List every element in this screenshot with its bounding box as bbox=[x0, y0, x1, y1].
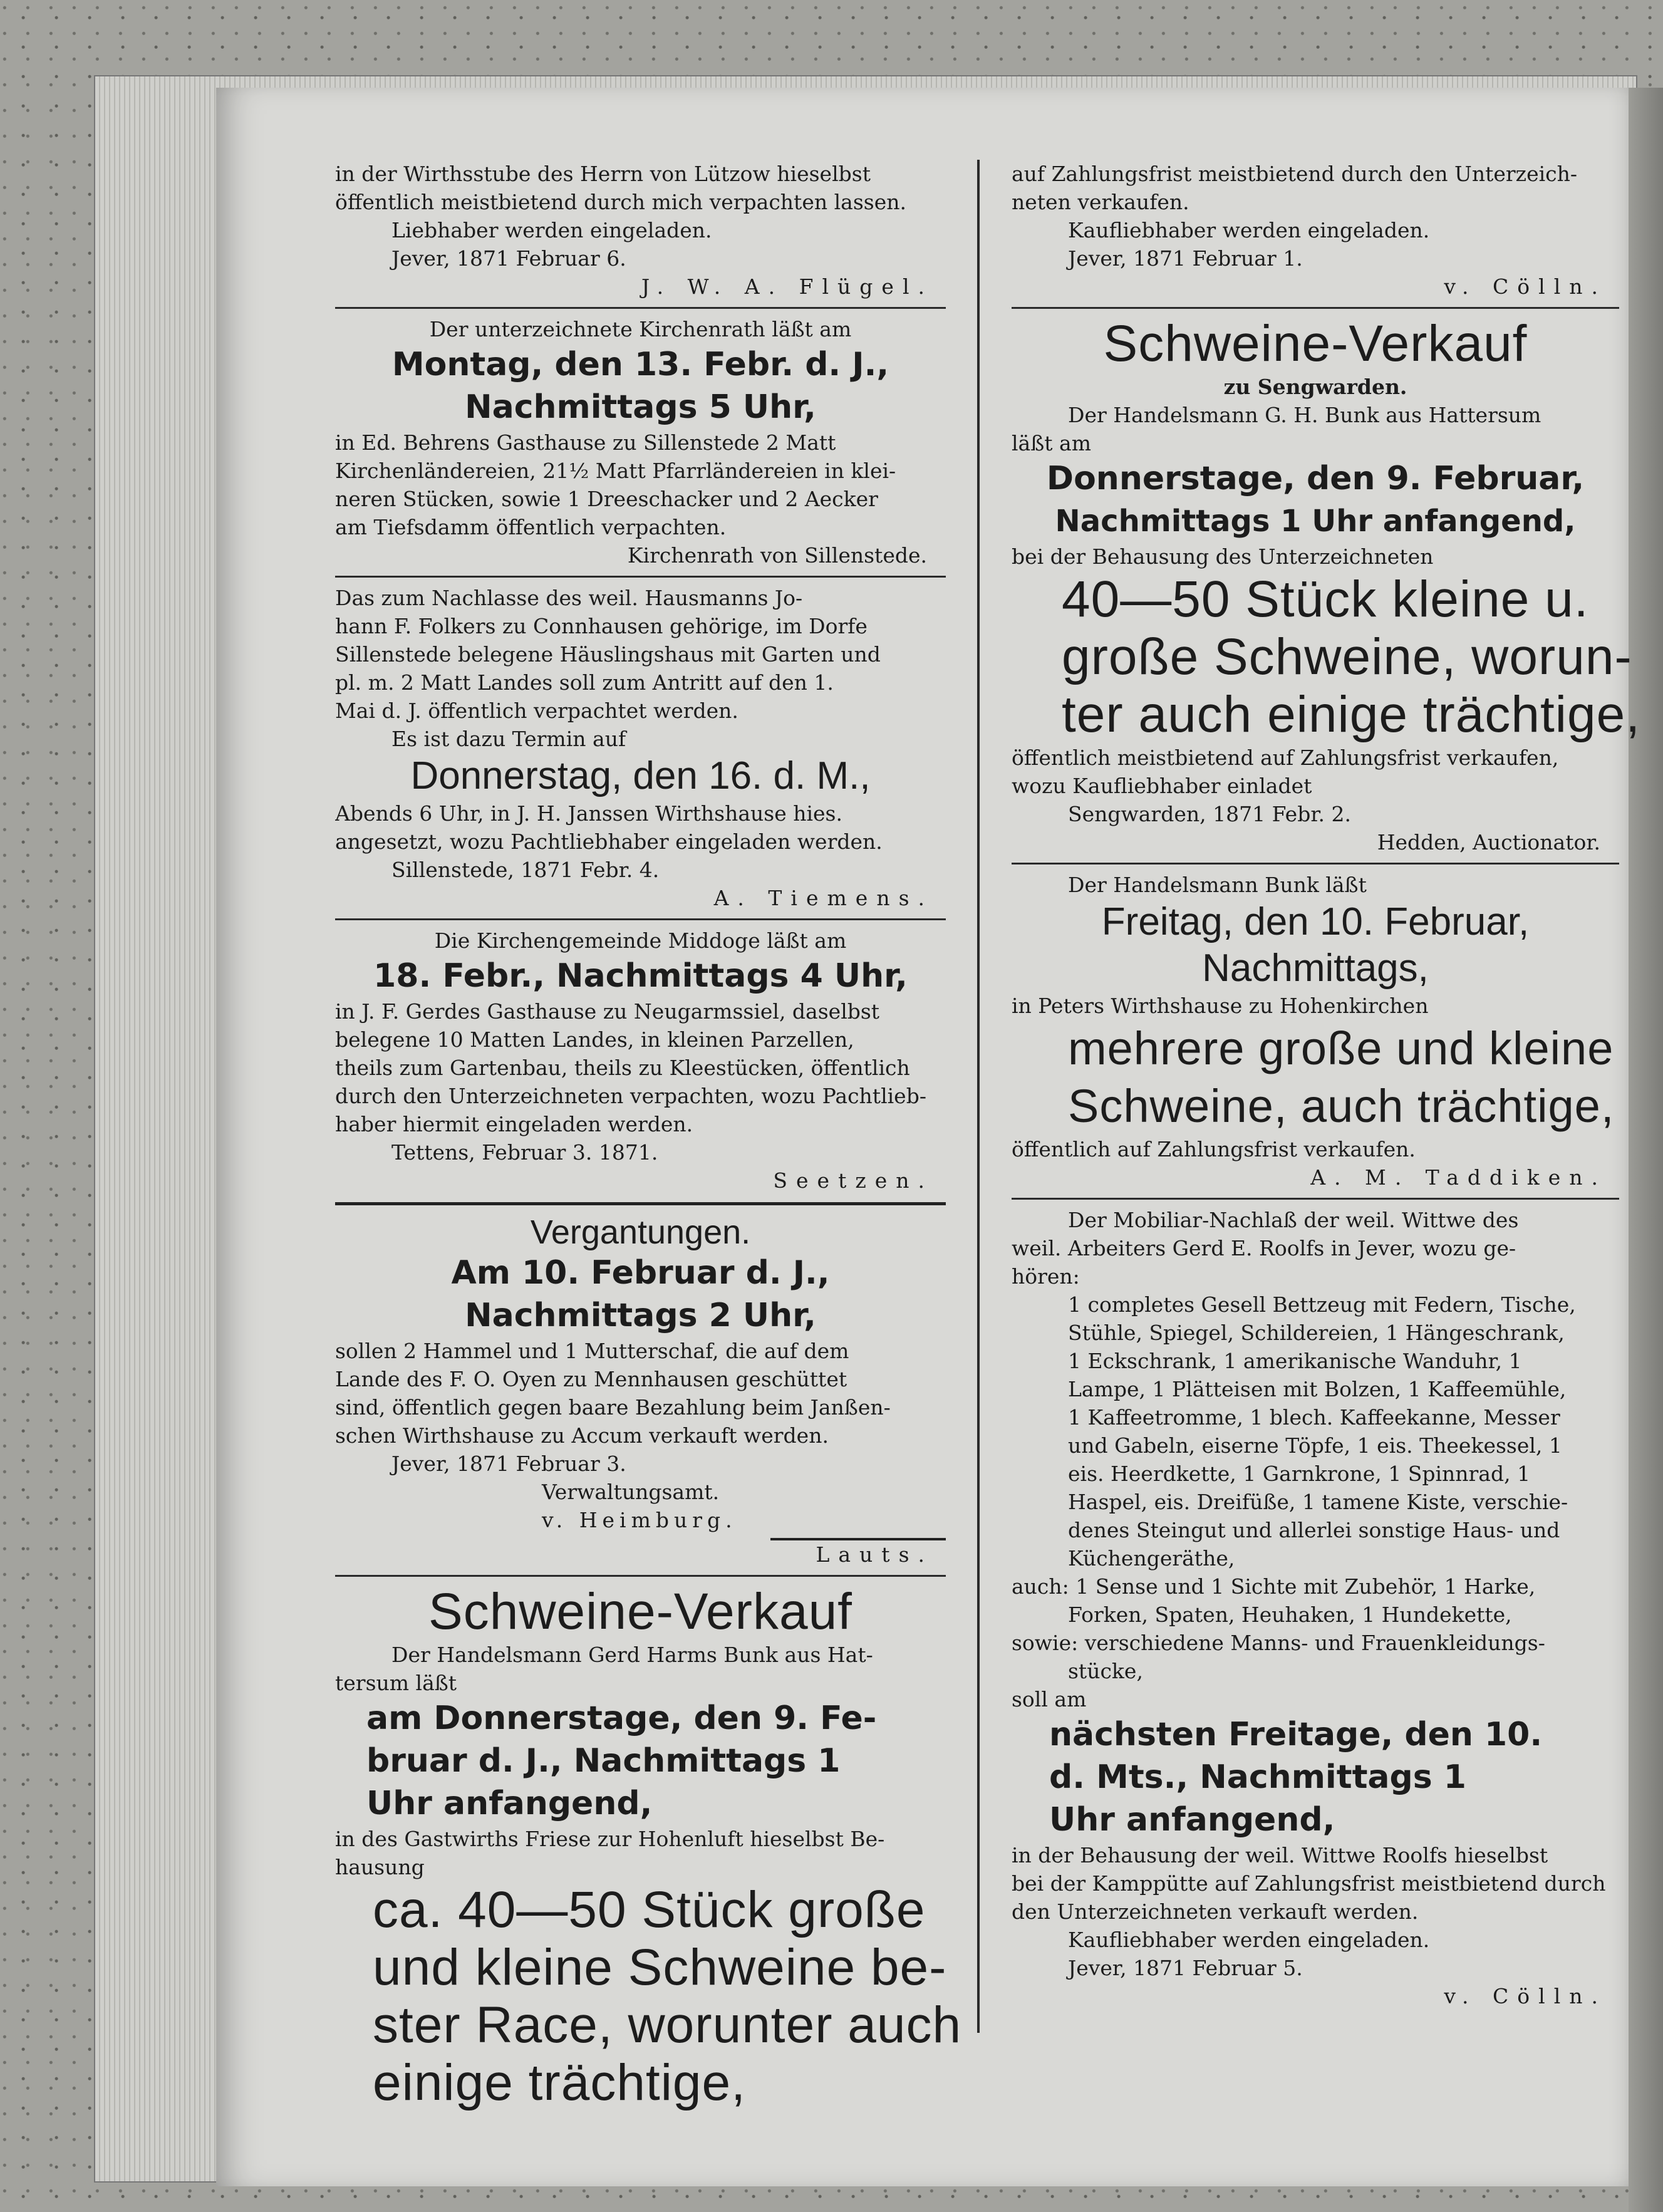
text-line: Kirchenländereien, 21½ Matt Pfarrländereien in klei- bbox=[335, 459, 896, 483]
text-line: in J. F. Gerdes Gasthause zu Neugarmssiel, daselbst bbox=[335, 999, 880, 1024]
column-divider bbox=[977, 160, 980, 2033]
headline: Montag, den 13. Febr. d. J., bbox=[391, 346, 889, 383]
text-line: sind, öffentlich gegen baare Bezahlung beim Janßen- bbox=[335, 1395, 891, 1420]
text-line: Forken, Spaten, Heuhaken, 1 Hundekette, bbox=[1068, 1602, 1512, 1627]
big-text: 40—50 Stück kleine u. bbox=[1062, 571, 1589, 628]
text-line: bei der Kamppütte auf Zahlungsfrist meistbietend durch bbox=[1012, 1871, 1606, 1896]
text-line: neren Stücken, sowie 1 Dreeschacker und 2 Aecker bbox=[335, 487, 878, 511]
ad-middoge bbox=[335, 927, 946, 1195]
separator bbox=[1012, 307, 1619, 309]
text-line: in Peters Wirthshause zu Hohenkirchen bbox=[1012, 994, 1429, 1018]
signature: v. Heimburg. bbox=[542, 1508, 737, 1532]
separator bbox=[1012, 863, 1619, 865]
text-line: Abends 6 Uhr, in J. H. Janssen Wirthshause hies. bbox=[335, 801, 842, 826]
item-line: Haspel, eis. Dreifüße, 1 tamene Kiste, verschie- bbox=[1068, 1490, 1568, 1514]
text-line: bei der Behausung des Unterzeichneten bbox=[1012, 544, 1434, 569]
signature: A. Tiemens. bbox=[713, 886, 933, 910]
ad-schweine-hohenluft bbox=[335, 1583, 962, 2112]
text-line: auch: 1 Sense und 1 Sichte mit Zubehör, 1 Harke, bbox=[1012, 1574, 1536, 1599]
big-text: ter auch einige trächtige, bbox=[1062, 686, 1640, 743]
ad-schweine-sengwarden bbox=[1012, 315, 1640, 856]
headline: Uhr anfangend, bbox=[366, 1785, 653, 1822]
section-title: Vergantungen. bbox=[530, 1213, 751, 1251]
text-line: Lande des F. O. Oyen zu Mennhausen geschüttet bbox=[335, 1367, 847, 1391]
headline: Nachmittags, bbox=[1202, 947, 1429, 990]
ad-kirchenrath bbox=[335, 315, 946, 569]
text-line: haber hiermit eingeladen werden. bbox=[335, 1112, 693, 1136]
separator bbox=[335, 307, 946, 309]
headline: Nachmittags 5 Uhr, bbox=[465, 388, 816, 426]
big-text: ster Race, worunter auch bbox=[373, 1997, 962, 2054]
text-line: tersum läßt bbox=[335, 1671, 457, 1695]
big-text: ca. 40—50 Stück große bbox=[373, 1881, 926, 1938]
subtitle: zu Sengwarden. bbox=[1223, 375, 1407, 399]
text-line: in der Wirthsstube des Herrn von Lützow hieselbst bbox=[335, 162, 871, 186]
text-line: theils zum Gartenbau, theils zu Kleestücken, öffentlich bbox=[335, 1056, 910, 1080]
date-line: Jever, 1871 Februar 5. bbox=[1068, 1956, 1303, 1980]
text-line: belegene 10 Matten Landes, in kleinen Parzellen, bbox=[335, 1027, 854, 1052]
item-line: und Gabeln, eiserne Töpfe, 1 eis. Theekessel, 1 bbox=[1068, 1433, 1562, 1458]
headline: Donnerstage, den 9. Februar, bbox=[1046, 460, 1585, 497]
text-line: hausung bbox=[335, 1855, 425, 1879]
big-text: einige trächtige, bbox=[373, 2054, 746, 2111]
text-line: wozu Kaufliebhaber einladet bbox=[1012, 774, 1312, 798]
right-column bbox=[1012, 160, 1640, 2010]
headline: bruar d. J., Nachmittags 1 bbox=[366, 1742, 841, 1780]
text-line: schen Wirthshause zu Accum verkauft werden. bbox=[335, 1423, 829, 1448]
signature: Kirchenrath von Sillenstede. bbox=[627, 543, 927, 568]
item-line: 1 Kaffeetromme, 1 blech. Kaffeekanne, Messer bbox=[1068, 1405, 1560, 1430]
headline: 18. Febr., Nachmittags 4 Uhr, bbox=[373, 957, 908, 995]
text-line: stücke, bbox=[1068, 1659, 1143, 1683]
text-line: in Ed. Behrens Gasthause zu Sillenstede 2 Matt bbox=[335, 430, 836, 455]
separator bbox=[335, 1202, 946, 1205]
text-line: öffentlich meistbietend auf Zahlungsfrist verkaufen, bbox=[1012, 745, 1559, 770]
headline: Nachmittags 2 Uhr, bbox=[465, 1297, 816, 1334]
invite-line: Kaufliebhaber werden eingeladen. bbox=[1068, 1928, 1430, 1952]
text-line: auf Zahlungsfrist meistbietend durch den Unterzeich- bbox=[1012, 162, 1578, 186]
signature: Hedden, Auctionator. bbox=[1377, 830, 1600, 854]
headline: Am 10. Februar d. J., bbox=[451, 1254, 830, 1292]
headline: am Donnerstage, den 9. Fe- bbox=[366, 1700, 877, 1737]
date-line: Sengwarden, 1871 Febr. 2. bbox=[1068, 802, 1351, 826]
intro-line: Der unterzeichnete Kirchenrath läßt am bbox=[429, 317, 852, 341]
signature: Lauts. bbox=[816, 1542, 933, 1567]
headline: nächsten Freitage, den 10. bbox=[1049, 1716, 1543, 1753]
date-line: Jever, 1871 Februar 3. bbox=[391, 1451, 626, 1476]
signature: Seetzen. bbox=[773, 1168, 933, 1193]
text-line: öffentlich meistbietend durch mich verpachten lassen. bbox=[335, 190, 906, 214]
headline: Freitag, den 10. Februar, bbox=[1101, 900, 1530, 943]
big-text: große Schweine, worun- bbox=[1062, 628, 1632, 685]
text-line: pl. m. 2 Matt Landes soll zum Antritt auf den 1. bbox=[335, 670, 834, 695]
text-line: in des Gastwirths Friese zur Hohenluft hieselbst Be- bbox=[335, 1827, 885, 1851]
item-line: Stühle, Spiegel, Schildereien, 1 Hängeschrank, bbox=[1068, 1321, 1565, 1345]
signature: v. Cölln. bbox=[1444, 1984, 1607, 2008]
signature: v. Cölln. bbox=[1444, 274, 1607, 299]
ad-roolfs-nachlass bbox=[1012, 1206, 1619, 2010]
ad-bunk-hohenkirchen bbox=[1012, 871, 1619, 1192]
item-line: Küchengeräthe, bbox=[1068, 1546, 1235, 1571]
ad-folkers bbox=[335, 584, 946, 912]
text-line: weil. Arbeiters Gerd E. Roolfs in Jever, wozu ge- bbox=[1012, 1236, 1516, 1260]
text-line: Mai d. J. öffentlich verpachtet werden. bbox=[335, 698, 738, 723]
ad-title: Schweine-Verkauf bbox=[428, 1583, 852, 1640]
text-line: Es ist dazu Termin auf bbox=[391, 727, 626, 751]
text-line: Der Handelsmann G. H. Bunk aus Hattersum bbox=[1068, 403, 1541, 427]
text-line: hören: bbox=[1012, 1264, 1080, 1289]
separator bbox=[335, 1575, 946, 1577]
left-column bbox=[335, 160, 962, 2112]
text-line: öffentlich auf Zahlungsfrist verkaufen. bbox=[1012, 1137, 1416, 1161]
intro-line: Der Handelsmann Bunk läßt bbox=[1068, 873, 1367, 897]
text-line: neten verkaufen. bbox=[1012, 190, 1189, 214]
book-gutter bbox=[1629, 88, 1663, 2212]
big-text: und kleine Schweine be- bbox=[373, 1939, 947, 1996]
invite-line: Kaufliebhaber werden eingeladen. bbox=[1068, 218, 1430, 242]
ad-fluegel bbox=[335, 160, 946, 301]
separator bbox=[335, 918, 946, 920]
text-line: den Unterzeichneten verkauft werden. bbox=[1012, 1899, 1419, 1924]
text-line: soll am bbox=[1012, 1687, 1087, 1711]
text-line: durch den Unterzeichneten verpachten, wozu Pachtlieb- bbox=[335, 1084, 926, 1108]
text-line: Der Handelsmann Gerd Harms Bunk aus Hat- bbox=[391, 1643, 873, 1667]
item-line: eis. Heerdkette, 1 Garnkrone, 1 Spinnrad, 1 bbox=[1068, 1462, 1531, 1486]
intro-line: Die Kirchengemeinde Middoge läßt am bbox=[434, 928, 847, 953]
text-line: hann F. Folkers zu Connhausen gehörige, im Dorfe bbox=[335, 614, 868, 638]
signature: A. M. Taddiken. bbox=[1310, 1165, 1607, 1190]
ad-vergantungen bbox=[335, 1213, 946, 1569]
separator bbox=[335, 576, 946, 578]
text-line: in der Behausung der weil. Wittwe Roolfs hieselbst bbox=[1012, 1843, 1548, 1867]
text-line: sowie: verschiedene Manns- und Frauenkleidungs- bbox=[1012, 1631, 1545, 1655]
text-line: Das zum Nachlasse des weil. Hausmanns Jo- bbox=[335, 586, 803, 610]
headline: Nachmittags 1 Uhr anfangend, bbox=[1055, 504, 1576, 539]
date-line: Jever, 1871 Februar 1. bbox=[1068, 246, 1303, 271]
date-line: Tettens, Februar 3. 1871. bbox=[391, 1140, 658, 1165]
item-line: denes Steingut und allerlei sonstige Haus- und bbox=[1068, 1518, 1560, 1542]
item-line: Lampe, 1 Plätteisen mit Bolzen, 1 Kaffeemühle, bbox=[1068, 1377, 1567, 1401]
headline: d. Mts., Nachmittags 1 bbox=[1049, 1758, 1466, 1796]
text-line: Sillenstede belegene Häuslingshaus mit Garten und bbox=[335, 642, 881, 667]
signature: J. W. A. Flügel. bbox=[641, 274, 933, 299]
headline: Uhr anfangend, bbox=[1049, 1801, 1335, 1839]
ad-coelln-1 bbox=[1012, 160, 1619, 301]
text-line: am Tiefsdamm öffentlich verpachten. bbox=[335, 515, 727, 539]
separator bbox=[1012, 1198, 1619, 1200]
big-text: Schweine, auch trächtige, bbox=[1068, 1080, 1615, 1132]
invite-line: Liebhaber werden eingeladen. bbox=[391, 218, 712, 242]
big-text: mehrere große und kleine bbox=[1068, 1022, 1614, 1074]
text-line: läßt am bbox=[1012, 431, 1091, 455]
ad-title: Schweine-Verkauf bbox=[1103, 315, 1528, 372]
text-line: sollen 2 Hammel und 1 Mutterschaf, die auf dem bbox=[335, 1339, 849, 1363]
item-line: 1 Eckschrank, 1 amerikanische Wanduhr, 1 bbox=[1068, 1349, 1522, 1373]
date-line: Sillenstede, 1871 Febr. 4. bbox=[391, 858, 660, 882]
office-line: Verwaltungsamt. bbox=[542, 1480, 720, 1504]
text-line: Der Mobiliar-Nachlaß der weil. Wittwe des bbox=[1068, 1208, 1519, 1232]
item-line: 1 completes Gesell Bettzeug mit Federn, Tische, bbox=[1068, 1292, 1576, 1317]
date-line: Jever, 1871 Februar 6. bbox=[391, 246, 626, 271]
text-line: angesetzt, wozu Pachtliebhaber eingeladen werden. bbox=[335, 829, 883, 854]
headline: Donnerstag, den 16. d. M., bbox=[410, 754, 871, 797]
